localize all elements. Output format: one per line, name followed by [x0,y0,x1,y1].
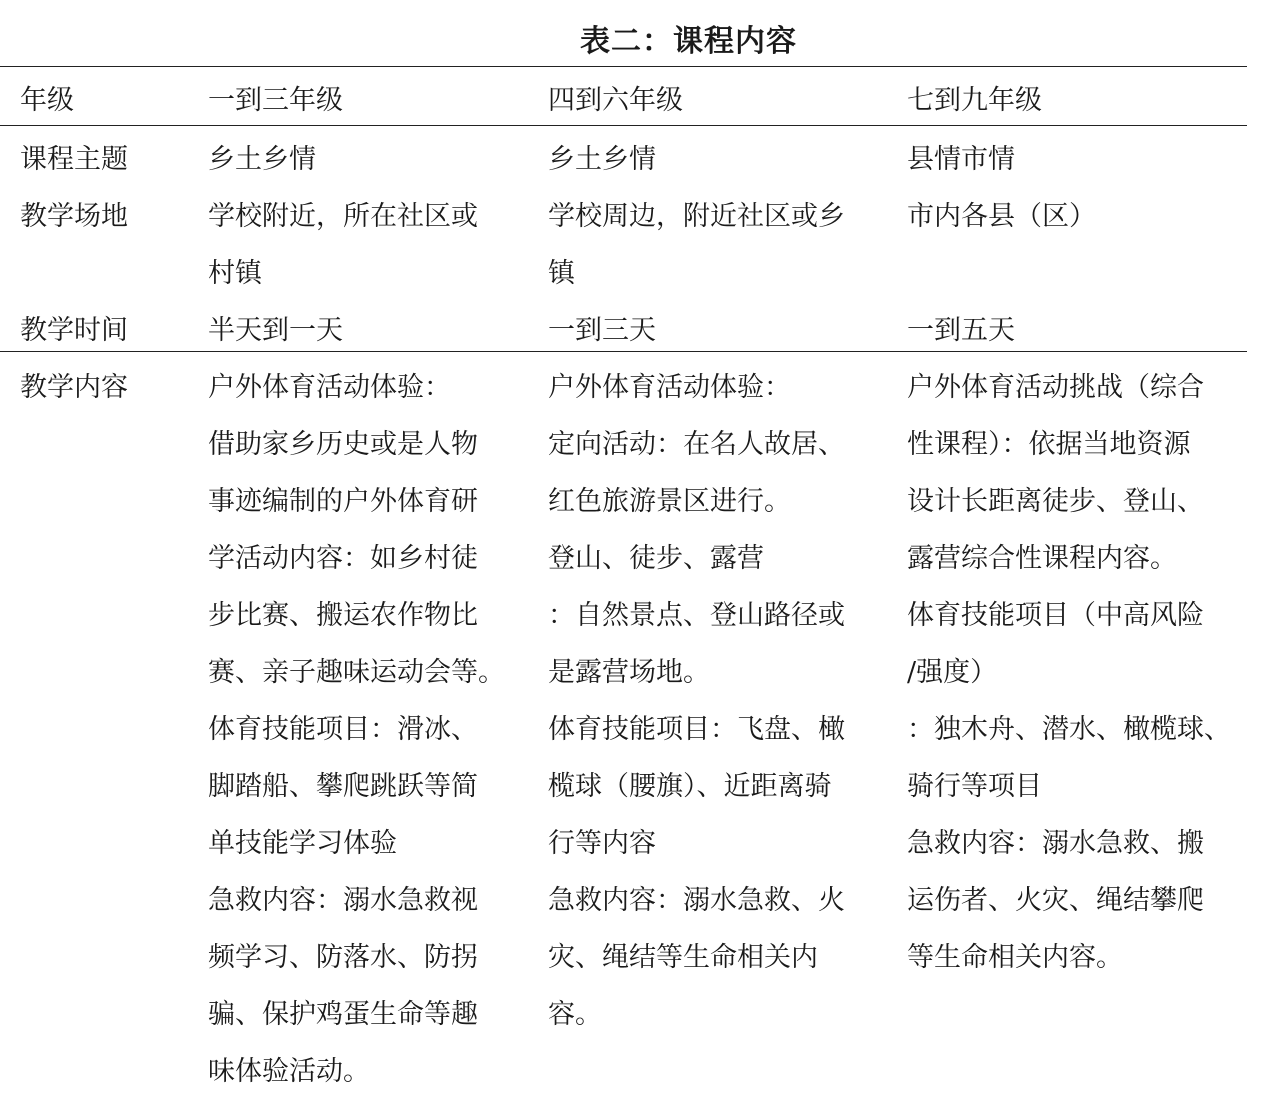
cell-line: 等生命相关内容。 [907,942,1123,973]
cell-line: 行等内容 [548,828,656,859]
cell-line: 学校周边，附近社区或乡 [548,201,845,232]
cell-grades-1-3-theme [208,131,523,188]
row-label-content: 教学内容 [20,372,128,403]
cell-grades-4-6-venue [548,188,878,302]
cell-line: 设计长距离徒步、登山、 [907,486,1204,517]
cell-line: 单技能学习体验 [208,828,397,859]
table-title: 表二：课程内容 [580,24,797,59]
cell-line: 一到五天 [907,315,1015,346]
cell-line: 露营综合性课程内容。 [907,543,1177,574]
cell-line: ：自然景点、登山路径或 [548,600,845,631]
cell-line: 借助家乡历史或是人物 [208,429,478,460]
cell-line: 镇 [548,258,575,289]
cell-line: 骗、保护鸡蛋生命等趣 [208,999,478,1030]
cell-line: 乡土乡情 [548,144,656,175]
cell-line: 半天到一天 [208,315,343,346]
cell-grades-1-3-time [208,302,523,359]
cell-line: 骑行等项目 [907,771,1042,802]
row-label-time: 教学时间 [20,315,128,346]
row-label-theme: 课程主题 [20,144,128,175]
row-label-venue: 教学场地 [20,201,128,232]
cell-line: 户外体育活动体验： [208,372,451,403]
cell-line: 登山、徒步、露营 [548,543,764,574]
cell-line: 村镇 [208,258,262,289]
cell-line: 急救内容：溺水急救视 [208,885,478,916]
cell-line: 急救内容：溺水急救、搬 [907,828,1204,859]
table-top-rule [0,66,1247,67]
cell-line: 容。 [548,999,602,1030]
cell-line: 脚踏船、攀爬跳跃等简 [208,771,478,802]
header-grades-4-6: 四到六年级 [548,85,683,116]
cell-line: 红色旅游景区进行。 [548,486,791,517]
cell-grades-7-9-content [907,359,1232,986]
cell-line: 市内各县（区） [907,201,1096,232]
cell-line: 一到三天 [548,315,656,346]
cell-grades-4-6-theme [548,131,878,188]
header-grades-1-3: 一到三年级 [208,85,343,116]
header-grades-7-9: 七到九年级 [907,85,1042,116]
cell-grades-7-9-time [907,302,1232,359]
cell-line: 味体验活动。 [208,1056,370,1087]
cell-line: 定向活动：在名人故居、 [548,429,845,460]
cell-line: 赛、亲子趣味运动会等。 [208,657,505,688]
cell-grades-1-3-venue [208,188,523,302]
cell-line: 急救内容：溺水急救、火 [548,885,845,916]
cell-grades-4-6-content [548,359,878,1043]
cell-line: 体育技能项目：滑冰、 [208,714,478,745]
cell-line: /强度） [907,657,998,688]
cell-line: 是露营场地。 [548,657,710,688]
cell-line: 事迹编制的户外体育研 [208,486,478,517]
cell-line: 体育技能项目（中高风险 [907,600,1204,631]
cell-line: 学活动内容：如乡村徒 [208,543,478,574]
cell-line: 频学习、防落水、防拐 [208,942,478,973]
cell-line: 性课程）：依据当地资源 [907,429,1191,460]
cell-grades-4-6-time [548,302,878,359]
cell-line: 户外体育活动挑战（综合 [907,372,1204,403]
cell-line: 运伤者、火灾、绳结攀爬 [907,885,1204,916]
cell-grades-1-3-content [208,359,523,1100]
cell-line: 体育技能项目：飞盘、橄 [548,714,845,745]
cell-line: 乡土乡情 [208,144,316,175]
cell-line: ：独木舟、潜水、橄榄球、 [907,714,1231,745]
cell-grades-7-9-theme [907,131,1232,188]
cell-line: 县情市情 [907,144,1015,175]
cell-line: 榄球（腰旗）、近距离骑 [548,771,832,802]
cell-line: 户外体育活动体验： [548,372,791,403]
cell-line: 步比赛、搬运农作物比 [208,600,478,631]
cell-grades-7-9-venue [907,188,1232,245]
cell-line: 灾、绳结等生命相关内 [548,942,818,973]
header-grade: 年级 [20,85,74,116]
cell-line: 学校附近，所在社区或 [208,201,478,232]
